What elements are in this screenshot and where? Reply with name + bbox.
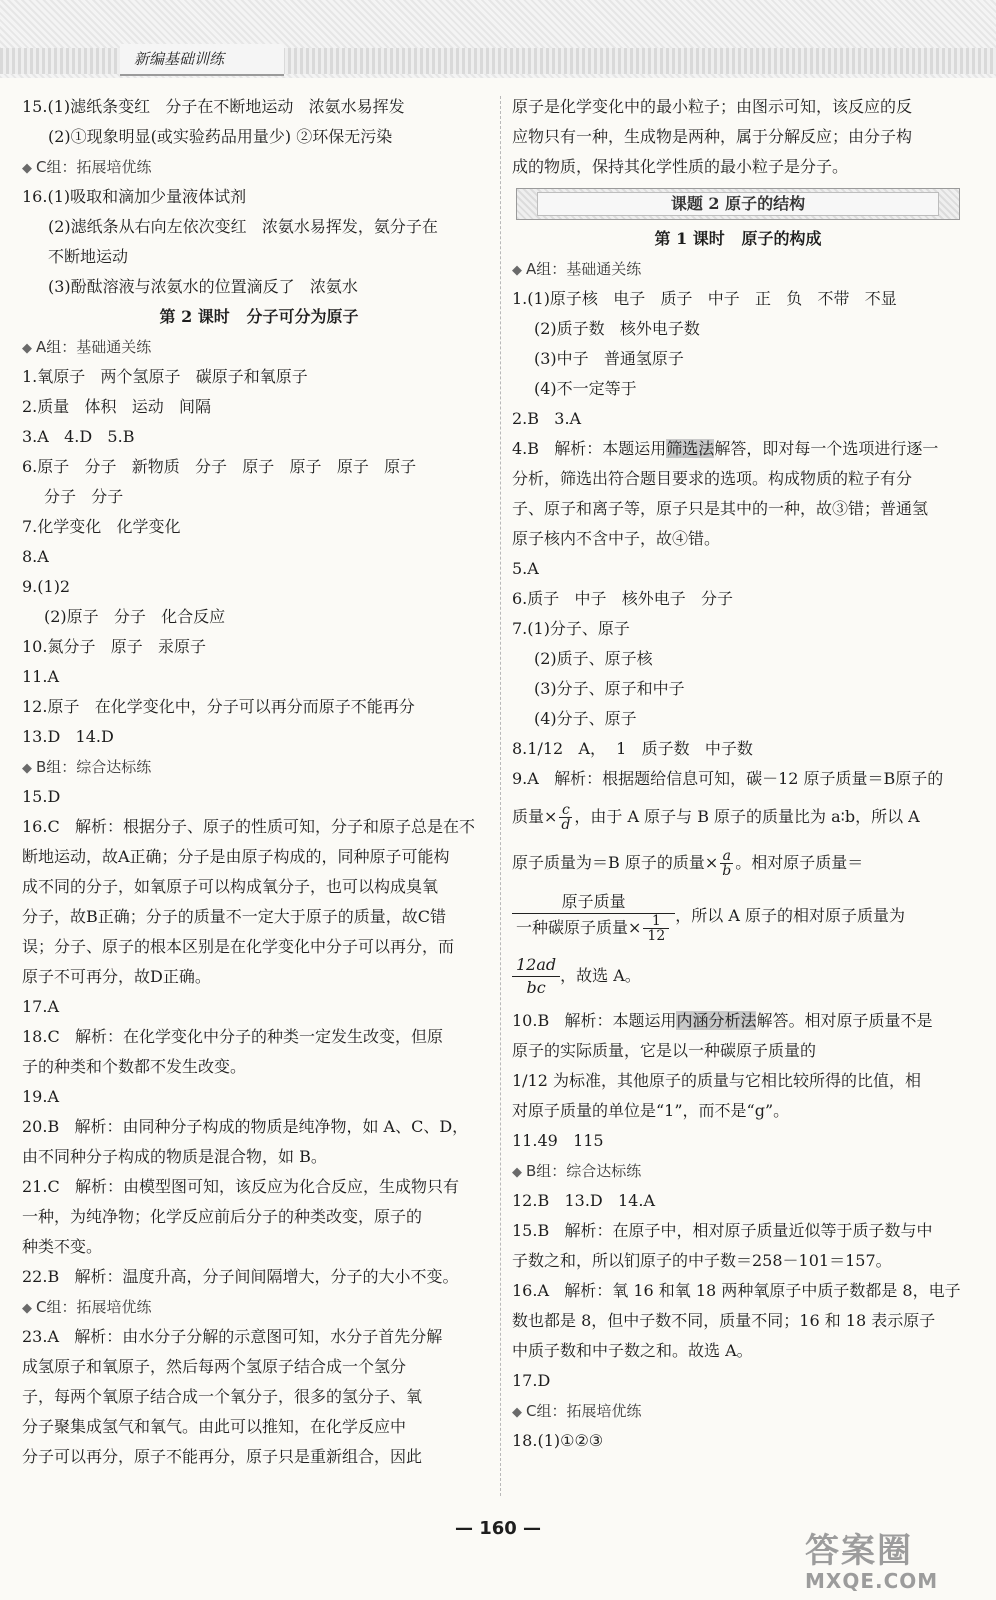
answer-line: 3.A 4.D 5.B bbox=[22, 427, 135, 446]
answer-line: 16.(1)吸取和滴加少量液体试剂 bbox=[22, 187, 247, 206]
answer-line: (3)中子 普通氢原子 bbox=[534, 349, 684, 368]
header-title: 新编基础训练 bbox=[120, 44, 284, 76]
diamond-icon: ◆ bbox=[22, 341, 32, 356]
answer-line: 子、原子和离子等，原子只是其中的一种，故③错；普通氢 bbox=[512, 499, 929, 518]
answer-line: 19.A bbox=[22, 1087, 59, 1106]
answer-line: (2)原子 分子 化合反应 bbox=[44, 607, 226, 626]
answer-line: 分析，筛选出符合题目要求的选项。构成物质的粒子有分 bbox=[512, 469, 913, 488]
answer-line: 15.D bbox=[22, 787, 61, 806]
answer-line: 子，每两个氧原子结合成一个氧分子，很多的氢分子、氧 bbox=[22, 1387, 423, 1406]
answer-line: 原子不可再分，故D正确。 bbox=[22, 967, 211, 986]
answer-line: 2.质量 体积 运动 间隔 bbox=[22, 397, 212, 416]
topic-banner bbox=[516, 188, 960, 220]
answer-line: 17.A bbox=[22, 997, 59, 1016]
answer-line: 12.原子 在化学变化中，分子可以再分而原子不能再分 bbox=[22, 697, 415, 716]
highlight-mark: 内涵分析法 bbox=[676, 1011, 757, 1030]
answer-line: 质量× $\frac{c}{d}$ ，由于 A 原子与 B 原子的质量比为 a∶b，所以 A bbox=[512, 802, 920, 833]
answer-line: 由不同种分子构成的物质是混合物，如 B。 bbox=[22, 1147, 327, 1166]
answer-line: 数也都是 8，但中子数不同，质量不同；16 和 18 表示原子 bbox=[512, 1311, 936, 1330]
answer-line: 分子，故B正确；分子的质量不一定大于原子的质量，故C错 bbox=[22, 907, 447, 926]
answer-line: 断地运动，故A正确；分子是由原子构成的，同种原子可能构 bbox=[22, 847, 450, 866]
group-heading: ◆ C组：拓展培优练 bbox=[512, 1402, 642, 1420]
answer-line: 15.B 解析：在原子中，相对原子质量近似等于质子数与中 bbox=[512, 1221, 933, 1240]
answer-line: (3)酚酞溶液与浓氨水的位置滴反了 浓氨水 bbox=[48, 277, 358, 296]
answer-line: 15.(1)滤纸条变红 分子在不断地运动 浓氨水易挥发 bbox=[22, 97, 405, 116]
answer-line: 9.A 解析：根据题给信息可知，碳－12 原子质量＝B原子的 bbox=[512, 769, 944, 788]
answer-line: 原子是化学变化中的最小粒子；由图示可知，该反应的反 bbox=[512, 97, 913, 116]
answer-line: 7.化学变化 化学变化 bbox=[22, 517, 181, 536]
answer-line: 8.A bbox=[22, 547, 49, 566]
answer-line: 1.(1)原子核 电子 质子 中子 正 负 不带 不显 bbox=[512, 289, 897, 308]
answer-line: 23.A 解析：由水分子分解的示意图可知，水分子首先分解 bbox=[22, 1327, 443, 1346]
answer-line: 分子 分子 bbox=[44, 487, 124, 506]
topic-title: 课题 2 原子的结构 bbox=[537, 192, 939, 216]
answer-line: 应物只有一种，生成物是两种，属于分解反应；由分子构 bbox=[512, 127, 913, 146]
watermark-url: MXQE.COM bbox=[805, 1569, 939, 1593]
answer-line: 18.C 解析：在化学变化中分子的种类一定发生改变，但原 bbox=[22, 1027, 443, 1046]
page-header bbox=[0, 0, 996, 78]
answer-line: 不断地运动 bbox=[48, 247, 129, 266]
answer-line: 对原子质量的单位是“1”，而不是“g”。 bbox=[512, 1101, 790, 1120]
answer-line: 误；分子、原子的根本区别是在化学变化中分子可以再分，而 bbox=[22, 937, 455, 956]
answer-line: 原子质量 一种碳原子质量× $\frac{1}{12}$ ，所以 A 原子的相对原子质量为 bbox=[512, 886, 964, 946]
answer-line: 22.B 解析：温度升高，分子间间隔增大，分子的大小不变。 bbox=[22, 1267, 459, 1286]
fraction: $\frac{a}{b}$ bbox=[722, 848, 732, 879]
fraction: 原子质量 一种碳原子质量× $\frac{1}{12}$ bbox=[512, 891, 675, 943]
answer-line: 分子聚集成氢气和氧气。由此可以推知，在化学反应中 bbox=[22, 1417, 407, 1436]
diamond-icon: ◆ bbox=[22, 1301, 32, 1316]
group-heading: ◆ C组：拓展培优练 bbox=[22, 1298, 152, 1316]
answer-line: 6.质子 中子 核外电子 分子 bbox=[512, 589, 734, 608]
answer-line: 11.A bbox=[22, 667, 59, 686]
answer-line: 子的种类和个数都不发生改变。 bbox=[22, 1057, 247, 1076]
answer-line: 10.B 解析：本题运用内涵分析法解答。相对原子质量不是 bbox=[512, 1011, 933, 1030]
answer-line: (2)滤纸条从右向左依次变红 浓氨水易挥发，氨分子在 bbox=[48, 217, 438, 236]
highlight-mark: 筛选法 bbox=[666, 439, 715, 458]
answer-line: (3)分子、原子和中子 bbox=[534, 679, 685, 698]
answer-line: 成氢原子和氧原子，然后每两个氢原子结合成一个氢分 bbox=[22, 1357, 407, 1376]
answer-line: 1.氧原子 两个氢原子 碳原子和氧原子 bbox=[22, 367, 308, 386]
answer-line: 16.C 解析：根据分子、原子的性质可知，分子和原子总是在不 bbox=[22, 817, 475, 836]
answer-line: 子数之和，所以钔原子的中子数＝258－101＝157。 bbox=[512, 1251, 892, 1270]
answer-line: (4)分子、原子 bbox=[534, 709, 637, 728]
answer-line: (2)质子数 核外电子数 bbox=[534, 319, 700, 338]
answer-line: 17.D bbox=[512, 1371, 551, 1390]
group-heading: ◆ B组：综合达标练 bbox=[512, 1162, 642, 1180]
diamond-icon: ◆ bbox=[512, 1405, 522, 1420]
watermark-text: 答案圈 bbox=[805, 1531, 913, 1571]
group-heading: ◆ B组：综合达标练 bbox=[22, 758, 152, 776]
group-heading: ◆ C组：拓展培优练 bbox=[22, 158, 152, 176]
right-column bbox=[512, 92, 964, 1456]
diamond-icon: ◆ bbox=[22, 761, 32, 776]
answer-line: 7.(1)分子、原子 bbox=[512, 619, 630, 638]
answer-line: 6.原子 分子 新物质 分子 原子 原子 原子 原子 bbox=[22, 457, 417, 476]
fraction: $\frac{c}{d}$ bbox=[561, 802, 571, 833]
page-number: — 160 — bbox=[454, 1518, 542, 1539]
answer-line: 一种，为纯净物；化学反应前后分子的种类改变，原子的 bbox=[22, 1207, 423, 1226]
diamond-icon: ◆ bbox=[512, 263, 522, 278]
answer-line: 原子质量为＝B 原子的质量× $\frac{a}{b}$ 。相对原子质量＝ bbox=[512, 848, 864, 879]
answer-line: 原子核内不含中子，故④错。 bbox=[512, 529, 721, 548]
answer-line: 4.B 解析：本题运用筛选法解答，即对每一个选项进行逐一 bbox=[512, 439, 939, 458]
answer-line: 中质子数和中子数之和。故选 A。 bbox=[512, 1341, 753, 1360]
answer-line: 9.(1)2 bbox=[22, 577, 71, 596]
answer-line: 12.B 13.D 14.A bbox=[512, 1191, 655, 1210]
answer-line: 5.A bbox=[512, 559, 539, 578]
answer-line: 21.C 解析：由模型图可知，该反应为化合反应，生成物只有 bbox=[22, 1177, 459, 1196]
group-heading: ◆ A组：基础通关练 bbox=[512, 260, 642, 278]
fraction: $\frac{1}{12}$ bbox=[643, 914, 669, 943]
answer-line: (4)不一定等于 bbox=[534, 379, 637, 398]
answer-line: (2)质子、原子核 bbox=[534, 649, 653, 668]
answer-line: 分子可以再分，原子不能再分，原子只是重新组合，因此 bbox=[22, 1447, 423, 1466]
column-divider bbox=[500, 96, 501, 1496]
answer-line: 8.1/12 A， 1 质子数 中子数 bbox=[512, 739, 753, 758]
answer-line: 原子的实际质量，它是以一种碳原子质量的 bbox=[512, 1041, 817, 1060]
diamond-icon: ◆ bbox=[512, 1165, 522, 1180]
diamond-icon: ◆ bbox=[22, 161, 32, 176]
answer-line: 1/12 为标准，其他原子的质量与它相比较所得的比值，相 bbox=[512, 1071, 922, 1090]
answer-line: 成不同的分子，如氧原子可以构成氧分子，也可以构成臭氧 bbox=[22, 877, 439, 896]
answer-line: 16.A 解析：氧 16 和氧 18 两种氧原子中质子数都是 8，电子 bbox=[512, 1281, 961, 1300]
answer-line: 13.D 14.D bbox=[22, 727, 114, 746]
answer-line: 18.(1)①②③ bbox=[512, 1431, 604, 1450]
lesson-heading: 第 1 课时 原子的构成 bbox=[654, 229, 822, 248]
group-heading: ◆ A组：基础通关练 bbox=[22, 338, 152, 356]
left-column bbox=[22, 92, 496, 1472]
fraction: $\frac{12ad}{bc}$ bbox=[512, 954, 560, 999]
watermark-logo bbox=[805, 1532, 980, 1594]
answer-line: $\frac{12ad}{bc}$ ，故选 A。 bbox=[512, 946, 964, 1006]
answer-line: 11.49 115 bbox=[512, 1131, 604, 1150]
lesson-heading: 第 2 课时 分子可分为原子 bbox=[159, 307, 359, 326]
answer-line: 10.氮分子 原子 汞原子 bbox=[22, 637, 206, 656]
answer-line: 成的物质，保持其化学性质的最小粒子是分子。 bbox=[512, 157, 849, 176]
answer-line: (2)①现象明显(或实验药品用量少) ②环保无污染 bbox=[48, 127, 393, 146]
answer-line: 种类不变。 bbox=[22, 1237, 103, 1256]
answer-line: 2.B 3.A bbox=[512, 409, 582, 428]
answer-line: 20.B 解析：由同种分子构成的物质是纯净物，如 A、C、D， bbox=[22, 1117, 469, 1136]
